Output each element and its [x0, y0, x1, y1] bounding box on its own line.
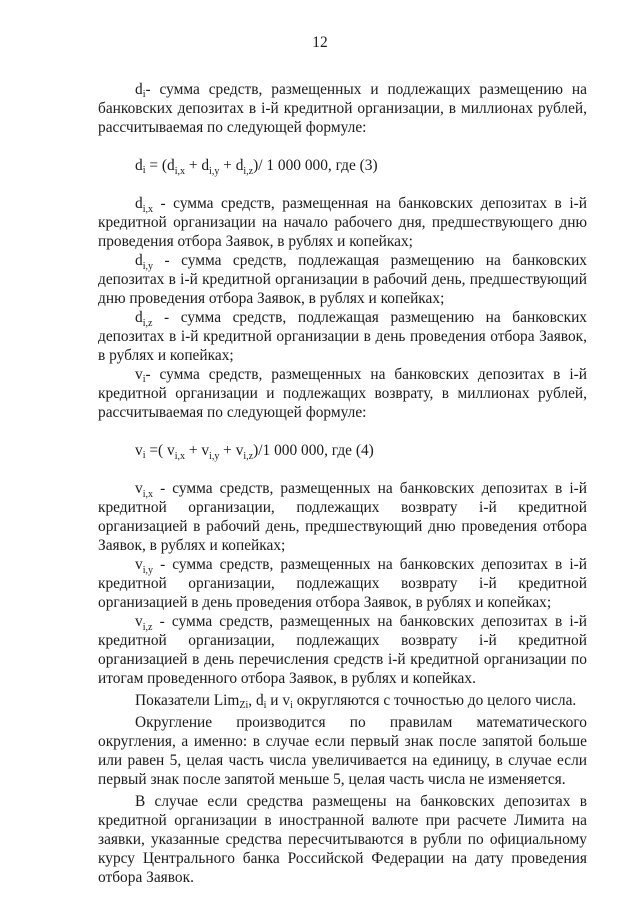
formula-part: )/ 1 000 000, где (3): [253, 157, 378, 174]
var-subscript: i,x: [142, 489, 153, 500]
formula-subscript: i,z: [243, 451, 254, 462]
var-name: d: [135, 252, 143, 269]
var-name: v: [135, 480, 143, 497]
var-d-subscript: i: [142, 89, 146, 100]
paragraph-v-i: [98, 365, 587, 422]
formula-part: + v: [219, 442, 244, 459]
paragraph-text: и v: [266, 692, 291, 709]
formula-part: + d: [184, 157, 210, 174]
formula-subscript: i,y: [209, 451, 220, 462]
definition-text: - сумма средств, размещенных на банковских депозитах в i-й кредитной организации, подлежащих возврату i-й кредитной организацией в рабочий день, предшествующий дню проведения отбора Заявок, в рублях и копейках;: [98, 480, 587, 554]
definition-v-iz: [98, 612, 587, 688]
var-subscript: i,y: [142, 565, 153, 576]
paragraph-text: округляются с точностью до целого числа.: [292, 692, 577, 709]
formula-3: [98, 156, 587, 175]
var-subscript: i: [290, 700, 293, 711]
var-subscript: i: [263, 700, 267, 711]
definition-d-iz: [98, 308, 587, 365]
definition-text: - сумма средств, подлежащая размещению на банковских депозитах в i-й кредитной организации в день проведения отбора Заявок, в рублях и копейках;: [98, 309, 587, 364]
var-name: v: [135, 613, 143, 630]
formula-part: )/1 000 000, где (4): [253, 442, 374, 459]
formula-subscript: i: [142, 165, 146, 176]
formula-part: + d: [219, 157, 244, 174]
paragraph-text: , d: [248, 692, 264, 709]
formula-4: [98, 441, 587, 460]
definition-d-iy: [98, 251, 587, 308]
definition-v-iy: [98, 555, 587, 612]
var-name: v: [135, 366, 143, 383]
formula-part: v: [135, 442, 143, 459]
var-subscript: i,x: [142, 204, 153, 215]
formula-part: =( v: [145, 442, 175, 459]
definition-text: - сумма средств, подлежащая размещению на банковских депозитах в i-й кредитной организации в рабочий день, предшествующий дню проведения отбора Заявок, в рублях и копейках;: [98, 252, 587, 307]
document-body: [98, 80, 587, 887]
paragraph-rounding-rules: Округление производится по правилам математического округления, а именно: в случае если первый знак после запятой больше или равен 5, целая часть числа увеличивается на единицу, в случае если первый знак после запятой меньше 5, целая часть числа не изменяется.: [98, 714, 587, 788]
var-subscript: i: [142, 374, 146, 385]
var-name: d: [135, 309, 143, 326]
definition-text: - сумма средств, размещенных на банковских депозитах в i-й кредитной организации, подлежащих возврату i-й кредитной организацией в день перечисления средств i-й кредитной организации по итогам проведенного отбора Заявок, в рублях и копейках.: [98, 613, 587, 687]
paragraph-text: - сумма средств, размещенных на банковских депозитах в i-й кредитной организации и подлежащих возврату, в миллионах рублей, рассчитываемая по следующей формуле:: [98, 366, 587, 421]
var-d: d: [135, 81, 143, 98]
var-name: v: [135, 556, 143, 573]
paragraph-d-i: [98, 80, 587, 137]
formula-part: + v: [184, 442, 210, 459]
paragraph-foreign-currency: В случае если средства размещены на банковских депозитах в кредитной организации в иностранной валюте при расчете Лимита на заявки, указанные средства пересчитываются в рубли по официальному курсу Центрального банка Российской Федерации на дату проведения отбора Заявок.: [98, 793, 587, 886]
formula-part: = (d: [145, 157, 175, 174]
definition-d-ix: [98, 194, 587, 251]
formula-subscript: i: [142, 450, 146, 461]
formula-subscript: i,y: [209, 166, 220, 177]
var-subscript: i,z: [142, 318, 153, 329]
page-number: 12: [312, 34, 328, 51]
paragraph-rounding-indicators: [98, 691, 587, 710]
var-subscript: i,y: [142, 261, 153, 272]
definition-text: - сумма средств, размещенных на банковских депозитах в i-й кредитной организации, подлежащих возврату i-й кредитной организацией в день проведения отбора Заявок, в рублях и копейках;: [98, 556, 587, 611]
var-name: d: [135, 195, 143, 212]
formula-part: d: [135, 157, 143, 174]
formula-subscript: i,x: [174, 166, 185, 177]
definition-text: - сумма средств, размещенная на банковских депозитах в i-й кредитной организации на начало рабочего дня, предшествующего дню проведения отбора Заявок, в рублях и копейках;: [98, 195, 587, 250]
formula-subscript: i,z: [243, 166, 254, 177]
var-subscript: Zi: [239, 700, 249, 711]
paragraph-text: - сумма средств, размещенных и подлежащих размещению на банковских депозитах в i-й кредитной организации, в миллионах рублей, рассчитываемая по следующей формуле:: [98, 81, 587, 136]
var-subscript: i,z: [142, 622, 153, 633]
paragraph-text: Показатели Lim: [135, 692, 240, 709]
definition-v-ix: [98, 479, 587, 555]
formula-subscript: i,x: [174, 451, 185, 462]
